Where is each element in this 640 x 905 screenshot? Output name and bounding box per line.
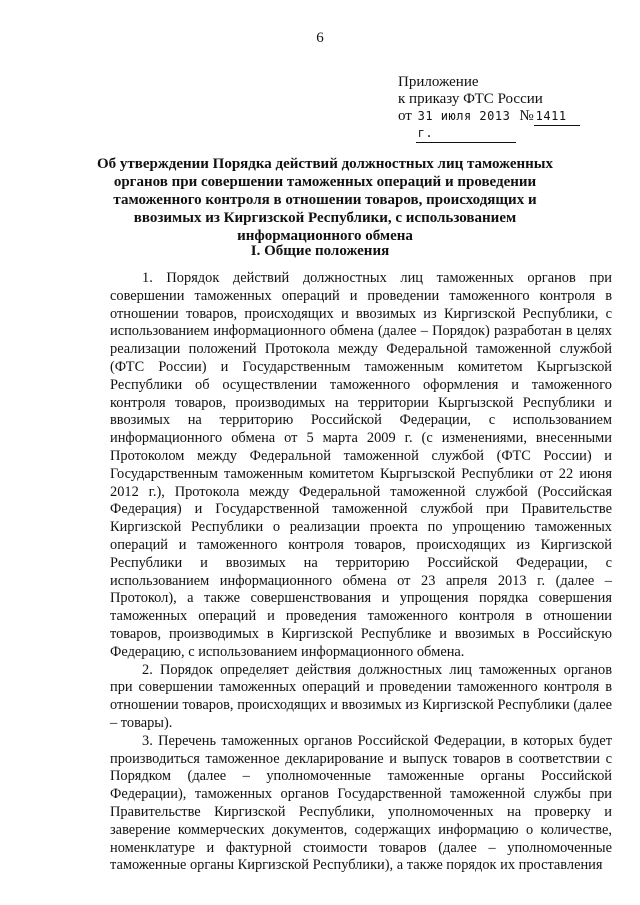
annex-date-line [398,108,580,143]
annex-label: Приложение [398,74,479,90]
annex-date-value: 31 июля 2013 г. [416,108,516,143]
paragraph: 1. Порядок действий должностных лиц таможенных органов при совершении таможенных операций и проведении таможенного контроля в отношении товаров, происходящих и ввозимых из Киргизской Республики, с использованием информационного обмена (далее – Порядок) разработан в целях реализации положений Протокола между Федеральной таможенной службой (ФТС России) и Государственным таможенным комитетом Кыргызской Республики об осуществлении таможенного оформления и таможенного контроля товаров, производимых на территории Кыргызской Республики и ввозимых на территорию Российской Федерации, с использованием информационного обмена от 5 марта 2009 г. (с изменениями, внесенными Протоколом между Федеральной таможенной службой (ФТС России) и Государственным таможенным комитетом Кыргызской Республики от 22 июня 2012 г.), Протокола между Федеральной таможенной службой (Российская Федерация) и Государственной таможенной службой при Правительстве Киргизской Республики о реализации проекта по упрощению таможенных операций и таможенного контроля товаров, происходящих из Киргизской Республики и ввозимых на территорию Российской Федерации, с использованием информационного обмена от 23 апреля 2013 г. (далее – Протокол), а также совершенствования и упрощения порядка совершения таможенных операций и проведения таможенного контроля в отношении товаров, производимых в Киргизской Республике и ввозимых в Российскую Федерацию, с использованием информационного обмена. [110,270,612,660]
page-number: 6 [316,30,324,46]
annex-number-sign: № [519,108,534,124]
annex-date-prefix: от [398,108,412,124]
section-heading: I. Общие положения [250,243,390,259]
paragraph: 2. Порядок определяет действия должностных лиц таможенных органов при совершении таможенных операций и проведении таможенного контроля в отношении товаров, происходящих и ввозимых из Киргизской Республики (далее – товары). [110,661,612,731]
paragraph: 3. Перечень таможенных органов Российской Федерации, в которых будет производиться таможенное декларирование и выпуск товаров в соответствии с Порядком (далее – уполномоченные таможенные органы Российской Федерации), таможенных органов Государственной таможенной службы при Правительстве Киргизской Республики, уполномоченных на проверку и заверение коммерческих документов, содержащих информацию о количестве, номенклатуре и фактурной стоимости товаров (далее – уполномоченные таможенные органы Киргизской Республики), а также порядок их проставления [110,732,612,874]
document-body [110,270,612,875]
annex-block [398,74,580,143]
annex-order-ref: к приказу ФТС России [398,91,543,107]
annex-number-value: 1411 [534,108,580,126]
document-title: Об утверждении Порядка действий должностных лиц таможенных органов при совершении таможенных операций и проведении таможенного контроля в отношении товаров, происходящих и ввозимых из Киргизской Республики, с использованием информационного обмена [96,156,554,244]
